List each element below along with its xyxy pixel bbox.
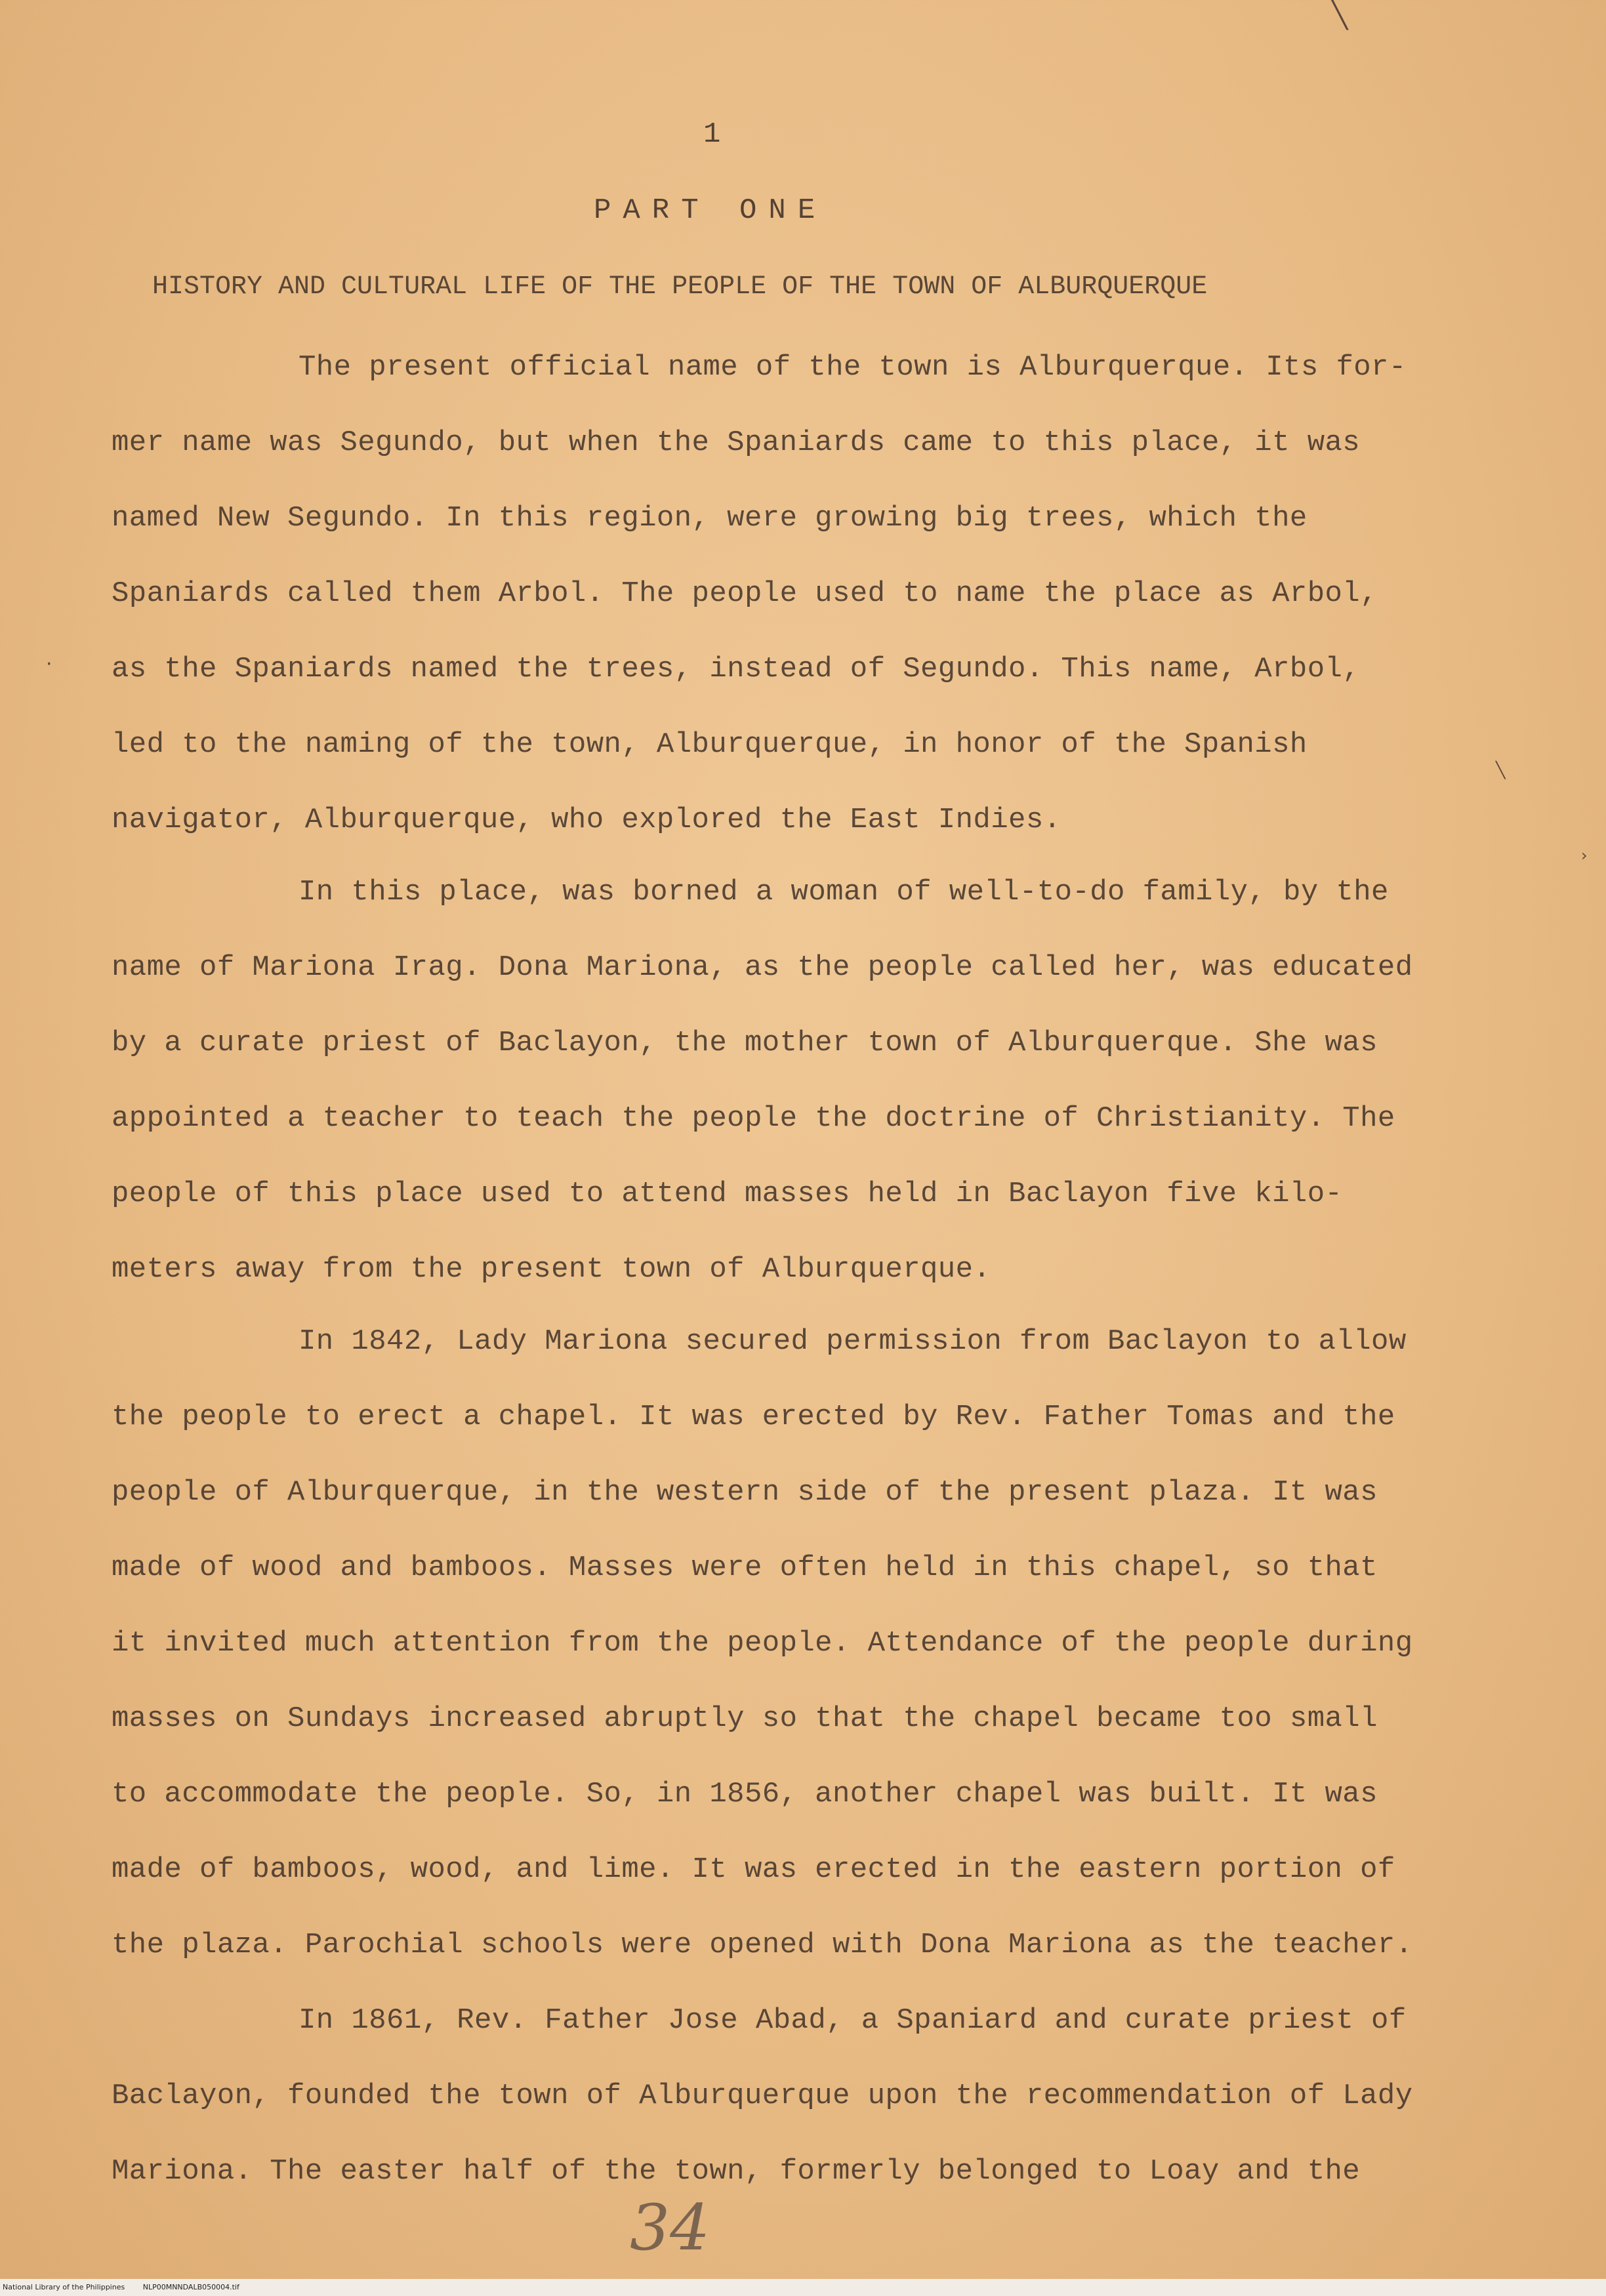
text-line: appointed a teacher to teach the people the doctrine of Christianity. The — [112, 1102, 1395, 1135]
text-line: named New Segundo. In this region, were growing big trees, which the — [112, 502, 1307, 535]
text-line: masses on Sundays increased abruptly so that the chapel became too small — [112, 1702, 1378, 1735]
text-line: In 1861, Rev. Father Jose Abad, a Spaniard and curate priest of — [299, 2004, 1407, 2037]
scan-mark: ╲ — [1332, 0, 1348, 30]
text-line: it invited much attention from the people. Attendance of the people during — [112, 1627, 1413, 1660]
scan-mark: › — [1581, 846, 1588, 865]
text-line: made of bamboos, wood, and lime. It was erected in the eastern portion of — [112, 1853, 1395, 1886]
scan-mark: ╲ — [1496, 761, 1506, 779]
footer-file: NLP00MNNDALB050004.tif — [142, 2283, 239, 2291]
text-line: mer name was Segundo, but when the Spaniards came to this place, it was — [112, 426, 1361, 459]
scan-mark: · — [46, 653, 52, 676]
scan-footer — [0, 2279, 1606, 2296]
text-line: In 1842, Lady Mariona secured permission from Baclayon to allow — [299, 1325, 1407, 1358]
text-line: as the Spaniards named the trees, instead of Segundo. This name, Arbol, — [112, 653, 1361, 686]
text-line: the people to erect a chapel. It was erected by Rev. Father Tomas and the — [112, 1401, 1395, 1433]
text-line: navigator, Alburquerque, who explored the East Indies. — [112, 804, 1061, 836]
text-line: meters away from the present town of Alburquerque. — [112, 1253, 991, 1286]
text-line: Spaniards called them Arbol. The people used to name the place as Arbol, — [112, 577, 1378, 610]
text-line: led to the naming of the town, Alburquerque, in honor of the Spanish — [112, 728, 1307, 761]
text-line: made of wood and bamboos. Masses were often held in this chapel, so that — [112, 1551, 1378, 1584]
handwritten-page-number: 34 — [630, 2191, 710, 2265]
text-line: by a curate priest of Baclayon, the mother town of Alburquerque. She was — [112, 1027, 1378, 1059]
text-line: people of Alburquerque, in the western side of the present plaza. It was — [112, 1476, 1378, 1509]
footer-library: National Library of the Philippines — [3, 2283, 125, 2291]
text-line: Baclayon, founded the town of Alburquerque upon the recommendation of Lady — [112, 2080, 1413, 2112]
text-line: to accommodate the people. So, in 1856, another chapel was built. It was — [112, 1778, 1378, 1811]
page-number: 1 — [703, 118, 721, 151]
text-line: Mariona. The easter half of the town, formerly belonged to Loay and the — [112, 2155, 1361, 2188]
document-subtitle: HISTORY AND CULTURAL LIFE OF THE PEOPLE OF THE TOWN OF ALBURQUERQUE — [152, 272, 1208, 302]
text-line: name of Mariona Irag. Dona Mariona, as the people called her, was educated — [112, 951, 1413, 984]
text-line: The present official name of the town is Alburquerque. Its for- — [299, 351, 1407, 384]
text-line: the plaza. Parochial schools were opened with Dona Mariona as the teacher. — [112, 1929, 1413, 1961]
text-line: In this place, was borned a woman of well-to-do family, by the — [299, 876, 1389, 909]
text-line: people of this place used to attend masses held in Baclayon five kilo- — [112, 1178, 1343, 1210]
part-title: PART ONE — [594, 194, 827, 227]
